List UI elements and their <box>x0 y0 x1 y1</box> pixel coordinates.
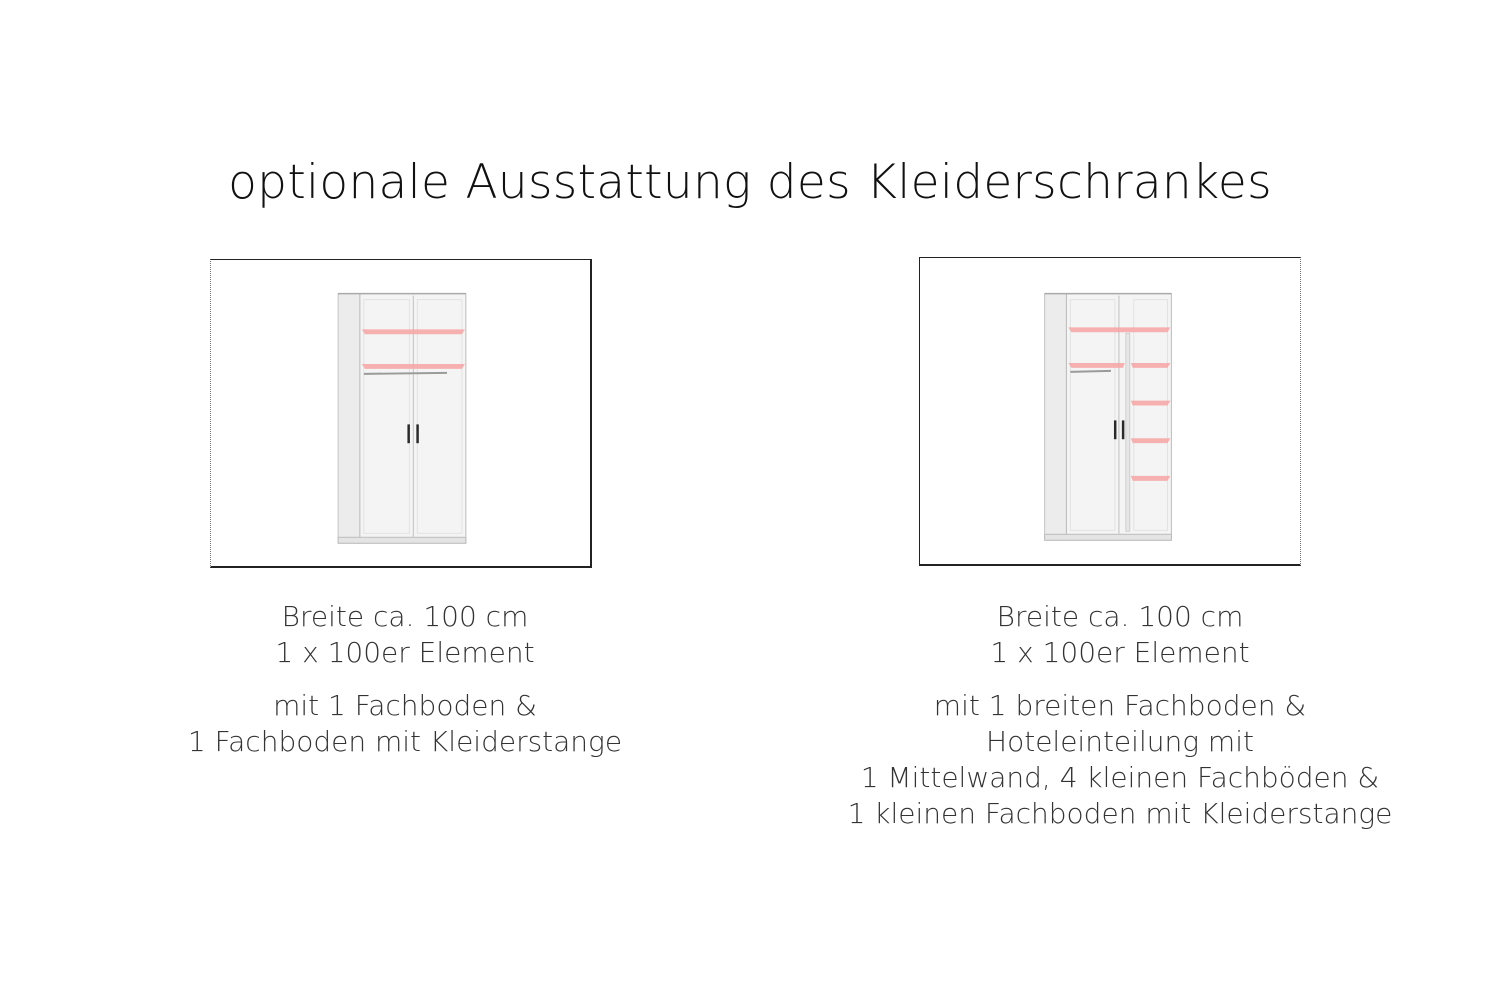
wardrobe-option-2-illustration <box>920 258 1300 564</box>
small-shelf-3 <box>1131 438 1171 443</box>
clothing-rail <box>364 373 447 374</box>
width-label: Breite ca. 100 cm <box>996 600 1244 633</box>
cabinet-plinth <box>338 537 466 543</box>
wide-shelf <box>362 329 465 334</box>
page-title: optionale Ausstattung des Kleiderschrankes <box>228 155 1272 210</box>
center-divider <box>1126 333 1130 531</box>
description-line: 1 kleinen Fachboden mit Kleiderstange <box>847 797 1393 830</box>
description-line: 1 Mittelwand, 4 kleinen Fachböden & <box>860 761 1380 794</box>
description-line: mit 1 breiten Fachboden & <box>933 689 1307 722</box>
option-1-caption <box>150 599 660 760</box>
description-line: mit 1 Fachboden & <box>273 689 537 722</box>
door-handle-left <box>407 424 409 443</box>
width-label: Breite ca. 100 cm <box>281 600 529 633</box>
description-line: Hoteleinteilung mit <box>986 725 1254 758</box>
description-line: 1 Fachboden mit Kleiderstange <box>187 725 623 758</box>
wide-shelf <box>1068 327 1170 332</box>
cabinet-side-panel <box>338 294 360 544</box>
wardrobe-option-1-image <box>210 259 592 568</box>
cabinet-plinth <box>1045 534 1172 540</box>
cabinet-side-panel <box>1045 294 1067 541</box>
door-handle-left <box>1114 420 1116 439</box>
door-handle-right <box>416 424 418 443</box>
door-handle-right <box>1122 420 1124 439</box>
small-shelf-1 <box>1131 363 1171 368</box>
wardrobe-option-1-illustration <box>211 260 590 566</box>
clothing-rail <box>1070 371 1111 372</box>
element-label: 1 x 100er Element <box>275 636 535 669</box>
wardrobe-option-2-image <box>919 257 1301 566</box>
small-shelf-4 <box>1131 476 1171 481</box>
shelf-with-rail <box>362 364 465 369</box>
small-shelf-2 <box>1131 401 1171 406</box>
option-2-caption <box>800 599 1440 832</box>
element-label: 1 x 100er Element <box>990 636 1250 669</box>
small-shelf-with-rail <box>1068 363 1124 368</box>
